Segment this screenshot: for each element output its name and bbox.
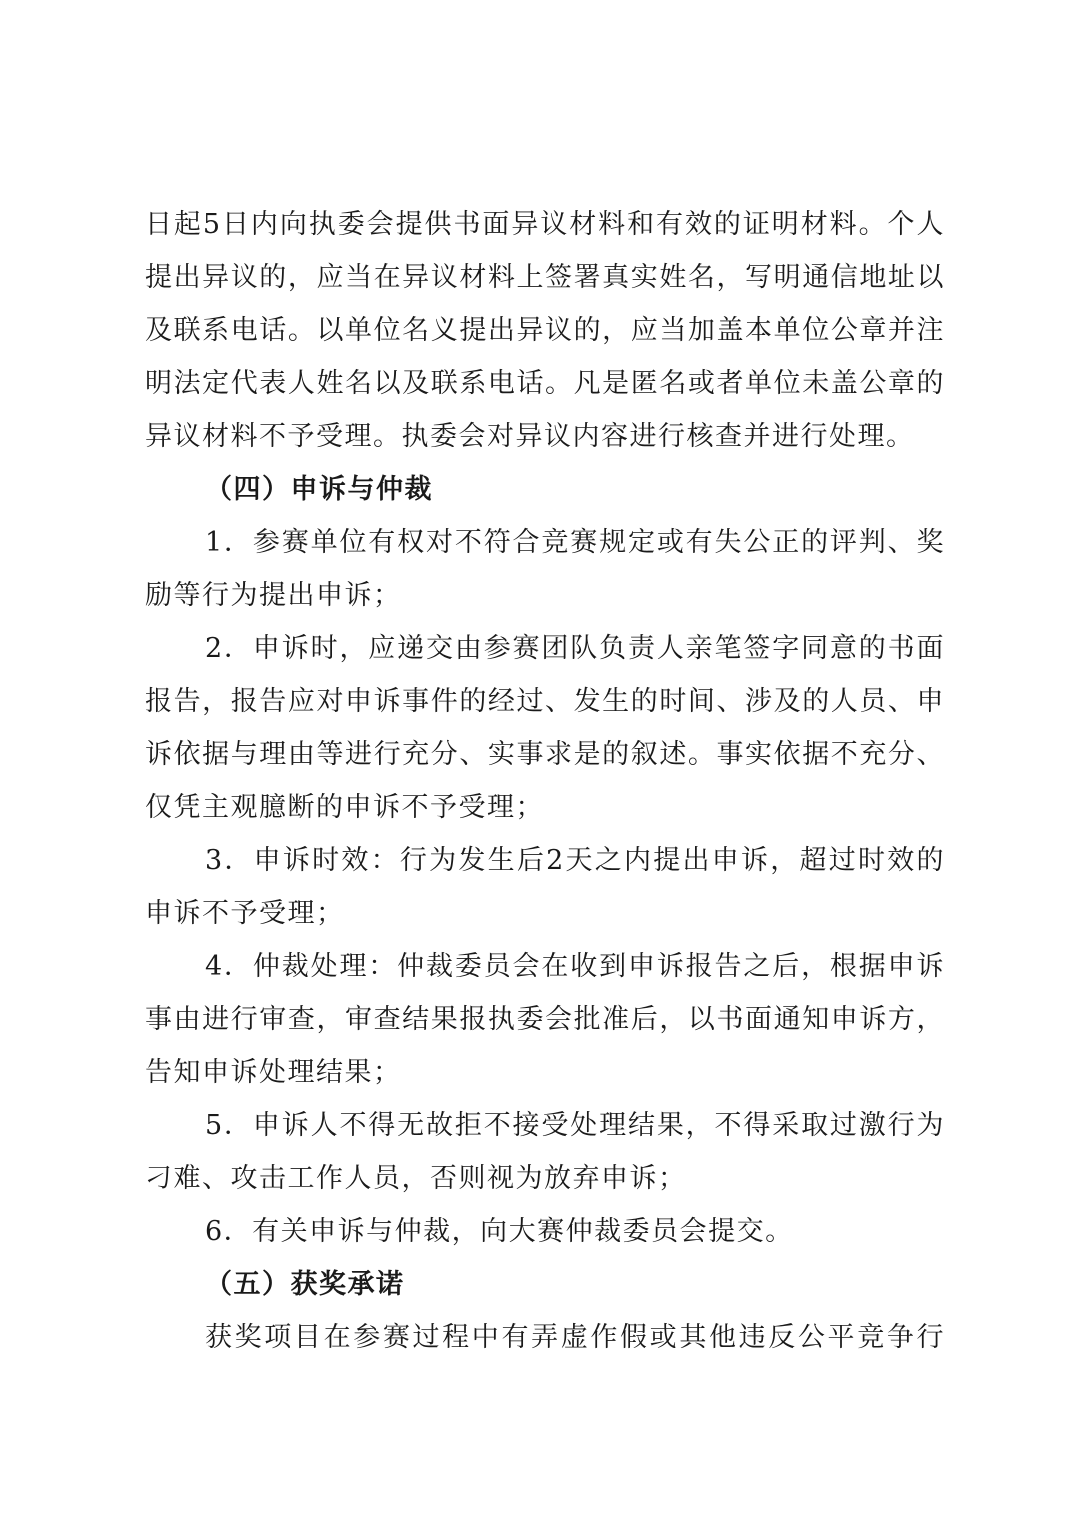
text-line: 励等行为提出申诉； (145, 580, 402, 611)
text-line: 6．有关申诉与仲裁，向大赛仲裁委员会提交。 (205, 1216, 794, 1247)
text-line: 报告，报告应对申诉事件的经过、发生的时间、涉及的人员、申 (145, 686, 945, 717)
text-line: 异议材料不予受理。执委会对异议内容进行核查并进行处理。 (145, 421, 915, 452)
document-body (145, 198, 945, 1364)
text-line: 申诉不予受理； (145, 898, 345, 929)
text-line: 获奖项目在参赛过程中有弄虚作假或其他违反公平竞争行 (205, 1322, 945, 1353)
text-line: 诉依据与理由等进行充分、实事求是的叙述。事实依据不充分、 (145, 739, 945, 770)
text-line: 2．申诉时，应递交由参赛团队负责人亲笔签字同意的书面 (205, 633, 945, 664)
text-line: 日起5日内向执委会提供书面异议材料和有效的证明材料。个人 (145, 209, 945, 240)
text-line: 3．申诉时效：行为发生后2天之内提出申诉，超过时效的 (205, 845, 945, 876)
text-line: 告知申诉处理结果； (145, 1057, 402, 1088)
text-line: 仅凭主观臆断的申诉不予受理； (145, 792, 544, 823)
text-line: 刁难、攻击工作人员，否则视为放弃申诉； (145, 1163, 687, 1194)
text-line: 事由进行审查，审查结果报执委会批准后，以书面通知申诉方， (145, 1004, 945, 1035)
text-line: 明法定代表人姓名以及联系电话。凡是匿名或者单位未盖公章的 (145, 368, 945, 399)
text-line: 1．参赛单位有权对不符合竞赛规定或有失公正的评判、奖 (205, 527, 945, 558)
section-heading: （四）申诉与仲裁 (205, 474, 433, 505)
text-line: 4．仲裁处理：仲裁委员会在收到申诉报告之后，根据申诉 (205, 951, 945, 982)
text-line: 5．申诉人不得无故拒不接受处理结果，不得采取过激行为 (205, 1110, 945, 1141)
text-line: 提出异议的，应当在异议材料上签署真实姓名，写明通信地址以 (145, 262, 945, 293)
section-heading: （五）获奖承诺 (205, 1269, 405, 1300)
text-line: 及联系电话。以单位名义提出异议的，应当加盖本单位公章并注 (145, 315, 945, 346)
